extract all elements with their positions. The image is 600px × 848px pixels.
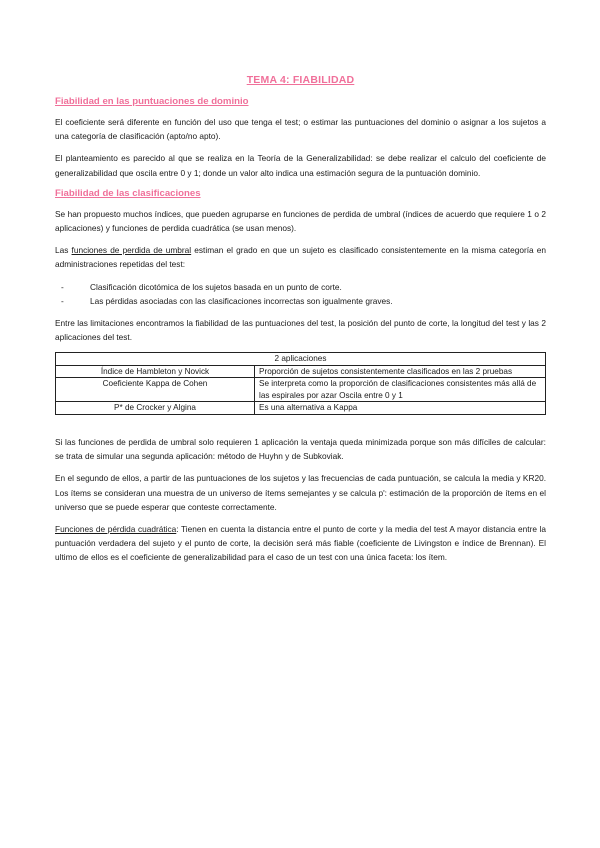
table-header: 2 aplicaciones	[56, 353, 546, 366]
paragraph: Si las funciones de perdida de umbral solo requieren 1 aplicación la ventaja queda minimizada porque son más difíciles de calcular: se trata de simular una segunda aplicación: método de Huyhn y de Subkoviak.	[55, 436, 546, 462]
table-cell-desc: Proporción de sujetos consistentemente clasificados en las 2 pruebas	[255, 365, 546, 378]
paragraph: Se han propuesto muchos índices, que pueden agruparse en funciones de perdida de umbral (índices de acuerdo que requiere 1 o 2 aplicaciones) y funciones de perdida cuadrática (se usan menos).	[55, 208, 546, 234]
table-cell-index: P* de Crocker y Algina	[56, 402, 255, 415]
paragraph	[55, 243, 546, 271]
table-cell-index: Coeficiente Kappa de Cohen	[56, 378, 255, 402]
table-row	[56, 378, 546, 402]
document-content	[55, 74, 546, 573]
paragraph: El coeficiente será diferente en función del uso que tenga el test; o estimar las puntuaciones del dominio o asignar a los sujetos a una categoría de clasificación (apto/no apto).	[55, 117, 546, 142]
table-row	[56, 365, 546, 378]
page-title: TEMA 4: FIABILIDAD	[246, 74, 355, 86]
table-header-row	[56, 353, 546, 366]
paragraph	[55, 522, 546, 565]
section-heading-dominio: Fiabilidad en las puntuaciones de dominio	[55, 96, 249, 107]
section-heading-clasificaciones: Fiabilidad de las clasificaciones	[55, 187, 201, 199]
paragraph: Entre las limitaciones encontramos la fiabilidad de las puntuaciones del test, la posición del punto de corte, la longitud del test y las 2 aplicaciones del test.	[55, 318, 546, 343]
paragraph: En el segundo de ellos, a partir de las puntuaciones de los sujetos y las frecuencias de cada puntuación, se calcula la media y KR20. Los ítems se consideran una muestra de un universo de ítems semejantes y se calcula p': estimación de la proporción de ítems en el universo que se puede esperar que conteste correctamente.	[55, 473, 546, 512]
list-item: - Las pérdidas asociadas con las clasificaciones incorrectas son igualmente graves.	[55, 294, 546, 308]
paragraph: El planteamiento es parecido al que se realiza en la Teoría de la Generalizabilidad: se debe realizar el calculo del coeficiente de generalizabilidad que oscila entre 0 y 1; donde un valor alto indica una estimación segura de la puntuación dominio.	[55, 153, 546, 178]
list-item: - Clasificación dicotómica de los sujetos basada en un punto de corte.	[55, 280, 546, 294]
table-cell-desc: Es una alternativa a Kappa	[255, 402, 546, 415]
underlined-term: funciones de perdida de umbral	[71, 245, 192, 256]
bullet-list	[55, 280, 546, 308]
table-cell-index: Índice de Hambleton y Novick	[56, 365, 255, 378]
table-cell-desc: Se interpreta como la proporción de clasificaciones consistentes más allá de las espirales por azar Oscila entre 0 y 1	[255, 378, 546, 402]
text-fragment: : Tienen en cuenta la distancia entre el punto de corte y la media del test A mayor distancia entre la puntuación verdadera del sujeto y el punto de corte, la decisión será más fiable (coeficiente de Livingston e índice de Brennan). El ultimo de ellos es el coeficiente de generalizabilidad para el caso de un test con una única faceta: los ítem.	[55, 523, 546, 563]
indices-table	[55, 352, 546, 415]
text-fragment: estiman el grado en que un sujeto es clasificado consistentemente en la misma categoría en administraciones repetidas del test:	[55, 245, 546, 270]
underlined-term: Funciones de pérdida cuadrática	[55, 523, 177, 534]
table-row	[56, 402, 546, 415]
text-fragment: Las	[55, 245, 72, 256]
